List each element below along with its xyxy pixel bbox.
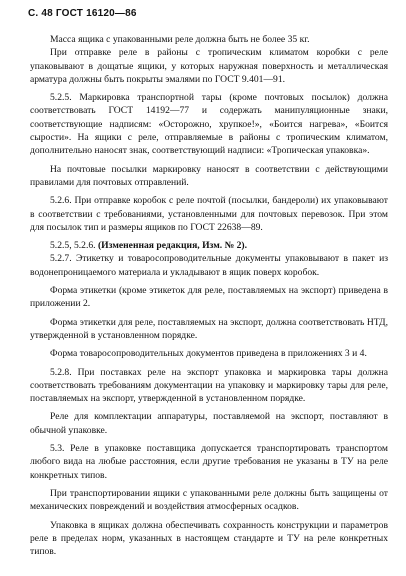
amendment-note xyxy=(30,239,388,252)
paragraph: Реле для комплектации аппаратуры, поставляемой на экспорт, поставляют в обычной упаковке. xyxy=(30,411,388,436)
page-number: С. 48 xyxy=(28,8,53,19)
paragraph: Форма этикетки для реле, поставляемых на экспорт, должна соответствовать НТД, утвержденной в установленном порядке. xyxy=(30,316,388,341)
paragraph: 5.2.5. Маркировка транспортной тары (кроме почтовых посылок) должна соответствовать ГОСТ 14192—77 и содержать манипуляционные знаки, соответствующие надписям: «Осторожно, хрупкое!», «Боится нагрева», «Боится сырости». На ящики с реле, отправляемые в районы с тропическим климатом, дополнительно наносят знак, соответствующий надписи: «Тропическая упаковка». xyxy=(30,92,388,157)
document-body xyxy=(30,33,388,558)
amendment-text: (Измененная редакция, Изм. № 2). xyxy=(97,240,248,252)
paragraph: 5.3. Реле в упаковке поставщика допускается транспортировать транспортом любого вида на любые расстояния, если другие требования не указаны в ТУ на реле конкретных типов. xyxy=(30,443,388,481)
paragraph: 5.2.8. При поставках реле на экспорт упаковка и маркировка тары должна соответствовать требованиям документации на упаковку и маркировку тары для реле, поставляемых на экспорт, утвержденной в установленном порядке. xyxy=(30,366,388,405)
paragraph: На почтовые посылки маркировку наносят в соответствии с действующими правилами для почтовых отправлений. xyxy=(30,163,388,188)
paragraph: 5.2.7. Этикетку и товаросопроводительные документы упаковывают в пакет из водонепроницаемого материала и укладывают в ящик поверх коробок. xyxy=(30,253,388,278)
paragraph: Форма этикетки (кроме этикеток для реле, поставляемых на экспорт) приведена в приложении 2. xyxy=(30,285,388,310)
amendment-ref: 5.2.5, 5.2.6. xyxy=(50,240,96,252)
paragraph: Упаковка в ящиках должна обеспечивать сохранность конструкции и параметров реле в пределах норм, указанных в настоящем стандарте и ТУ на реле конкретных типов. xyxy=(30,519,388,558)
paragraph: Масса ящика с упакованными реле должна быть не более 35 кг. xyxy=(50,34,310,45)
paragraph: Форма товаросопроводительных документов приведена в приложениях 3 и 4. xyxy=(50,348,367,360)
paragraph: При отправке реле в районы с тропическим климатом коробки с реле упаковывают в дощатые ящики, у которых наружная поверхность и металлическая арматура должны быть покрыты эмалями по ГОСТ 9.401—91. xyxy=(30,47,388,85)
paragraph: При транспортировании ящики с упакованными реле должны быть защищены от механических повреждений и воздействия атмосферных осадков. xyxy=(30,487,388,513)
standard-code: ГОСТ 16120—86 xyxy=(55,8,137,19)
paragraph: 5.2.6. При отправке коробок с реле почтой (посылки, бандероли) их упаковывают в соответствии с требованиями, установленными для почтовых перевозок. При этом для посылок тип и размеры ящиков по ГОСТ 22638—89. xyxy=(30,195,388,233)
page-header xyxy=(28,8,137,19)
